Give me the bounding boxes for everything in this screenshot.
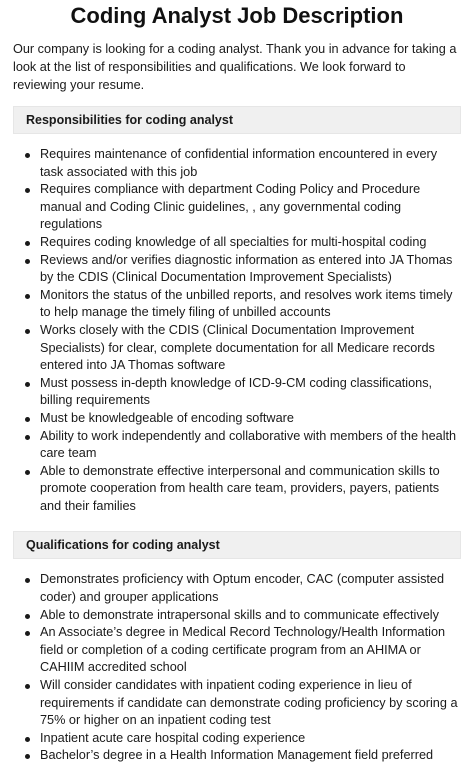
list-item-text: Reviews and/or verifies diagnostic information as entered into JA Thomas by the CDIS (Clinical Documentation Improvement Specialists) [40,252,453,285]
bullet-icon [25,435,30,440]
bullet-icon [25,417,30,422]
list-item [13,181,461,234]
list-item-text: Must possess in-depth knowledge of ICD-9-CM coding classifications, billing requirements [40,375,433,408]
list-item-text: Inpatient acute care hospital coding experience [40,730,306,745]
list-item-text: Bachelor’s degree in a Health Information Management field preferred [40,748,434,763]
list-item-text: Must be knowledgeable of encoding software [40,410,294,425]
list-item-text: Requires compliance with department Coding Policy and Procedure manual and Coding Clinic guidelines, , any governmental coding regulations [40,182,421,232]
list-item [13,747,461,765]
bullet-icon [25,578,30,583]
bullet-icon [25,631,30,636]
list-item [13,677,461,730]
list-item [13,252,461,287]
list-item [13,428,461,463]
bullet-icon [25,382,30,387]
list-item [13,571,461,606]
list-item-text: Able to demonstrate effective interpersonal and communication skills to promote cooperation from health care team, providers, payers, patients and their families [40,463,440,513]
list-item [13,287,461,322]
list-item [13,146,461,181]
list-item [13,322,461,375]
bullet-icon [25,241,30,246]
list-item [13,234,461,252]
list-item-text: An Associate’s degree in Medical Record Technology/Health Information field or completion of a coding certificate program from an AHIMA or CAHIIM accredited school [40,625,446,675]
list-item [13,410,461,428]
list-item [13,375,461,410]
list-item [13,624,461,677]
bullet-icon [25,294,30,299]
responsibilities-list [13,146,461,515]
list-item [13,607,461,625]
qualifications-header: Qualifications for coding analyst [13,531,461,559]
list-item-text: Requires maintenance of confidential information encountered in every task associated with this job [40,147,438,179]
bullet-icon [25,614,30,619]
list-item [13,730,461,748]
qualifications-list [13,571,461,765]
responsibilities-header: Responsibilities for coding analyst [13,106,461,134]
bullet-icon [25,737,30,742]
page-title: Coding Analyst Job Description [70,3,404,28]
intro-paragraph: Our company is looking for a coding analyst. Thank you in advance for taking a look at the list of responsibilities and qualifications. We look forward to reviewing your resume. [13,42,457,92]
bullet-icon [25,153,30,158]
list-item-text: Works closely with the CDIS (Clinical Documentation Improvement Specialists) for clear, complete documentation for all Medicare records entered into JA Thomas software [40,322,435,373]
list-item-text: Monitors the status of the unbilled reports, and resolves work items timely to help manage the timely filing of unbilled accounts [40,287,453,320]
bullet-icon [25,329,30,334]
bullet-icon [25,188,30,193]
list-item [13,463,461,516]
list-item-text: Will consider candidates with inpatient coding experience in lieu of requirements if candidate can demonstrate coding proficiency by scoring a 75% or higher on an inpatient coding test [40,678,458,728]
bullet-icon [25,259,30,264]
bullet-icon [25,470,30,475]
list-item-text: Able to demonstrate intrapersonal skills and to communicate effectively [40,607,439,622]
bullet-icon [25,754,30,759]
list-item-text: Demonstrates proficiency with Optum encoder, CAC (computer assisted coder) and grouper applications [40,572,445,605]
bullet-icon [25,684,30,689]
list-item-text: Requires coding knowledge of all specialties for multi-hospital coding [40,234,427,249]
list-item-text: Ability to work independently and collaborative with members of the health care team [40,428,457,461]
